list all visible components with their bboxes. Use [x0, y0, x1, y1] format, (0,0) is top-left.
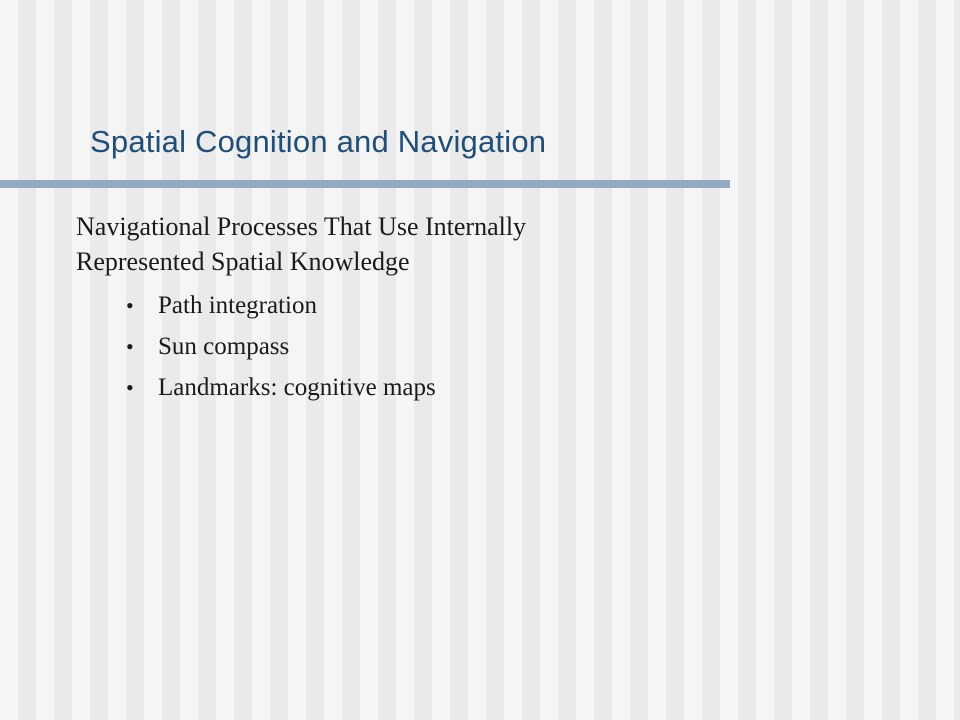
- bullet-dot-icon: •: [126, 334, 134, 359]
- bullet-dot-icon: •: [126, 293, 134, 318]
- bullet-text: Sun compass: [158, 333, 290, 360]
- slide-title: Spatial Cognition and Navigation: [90, 124, 547, 159]
- heading-line-2: Represented Spatial Knowledge: [76, 247, 410, 276]
- heading-line-1: Navigational Processes That Use Internally: [76, 212, 527, 241]
- bullet-text: Path integration: [158, 292, 317, 319]
- slide-heading: [76, 209, 696, 279]
- bullet-item: [120, 285, 436, 326]
- bullet-dot-icon: •: [126, 375, 134, 400]
- bullet-text: Landmarks: cognitive maps: [158, 374, 436, 401]
- bullet-item: [120, 326, 436, 367]
- bullet-item: [120, 367, 436, 408]
- title-divider: [0, 180, 730, 188]
- bullet-list: [120, 285, 436, 408]
